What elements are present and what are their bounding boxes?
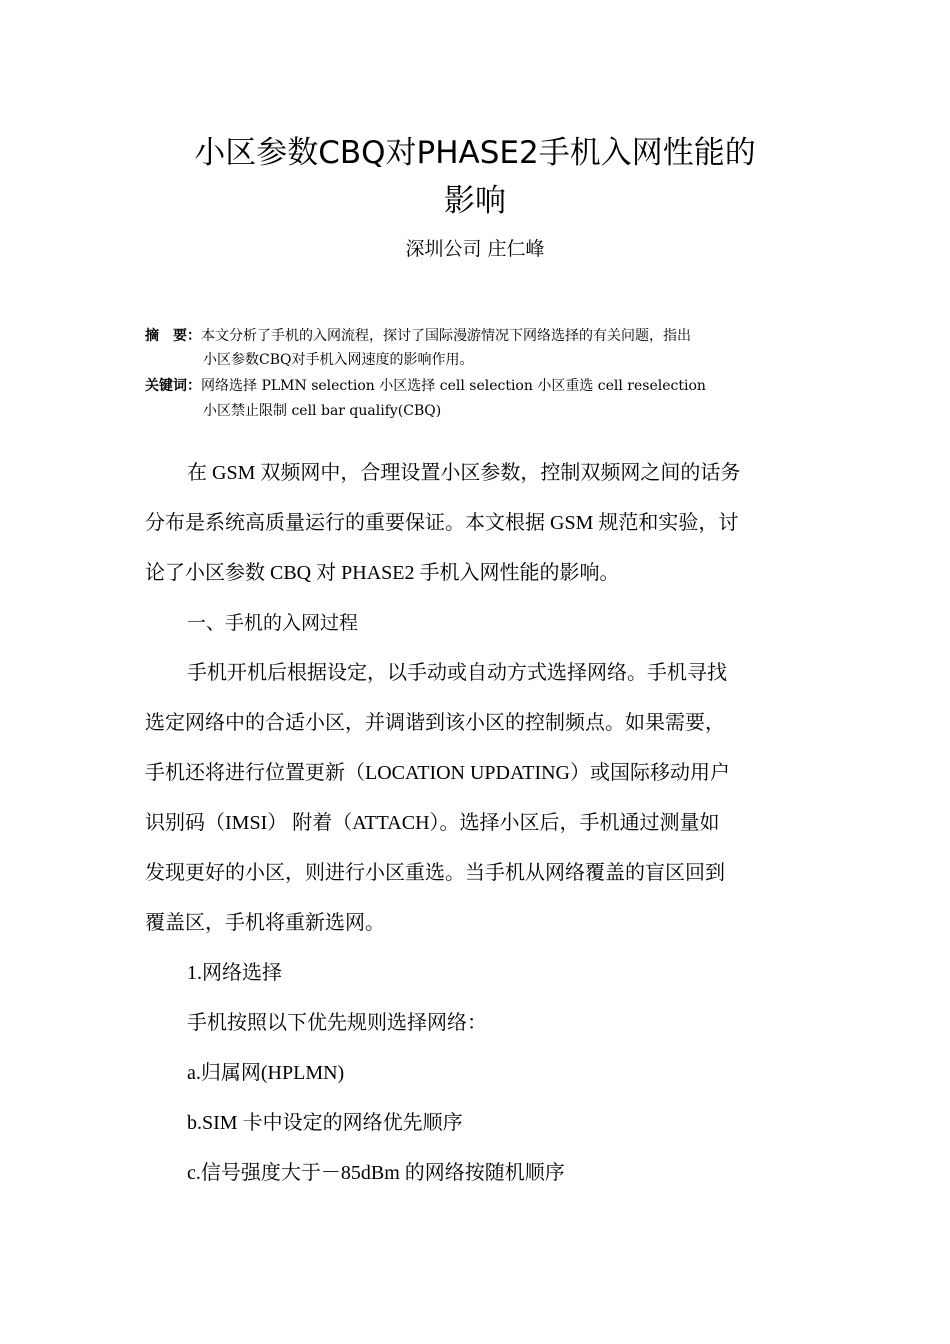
intro-line-1: 在 GSM 双频网中，合理设置小区参数，控制双频网之间的话务 xyxy=(187,462,741,484)
section1-line-3: 手机还将进行位置更新（LOCATION UPDATING）或国际移动用户 xyxy=(145,762,730,784)
keywords-text-line-2: 小区禁止限制 cell bar qualify(CBQ) xyxy=(203,403,442,419)
body-text xyxy=(145,448,807,1198)
rule-c: c.信号强度大于－85dBm 的网络按随机顺序 xyxy=(187,1162,565,1184)
section1-line-6: 覆盖区，手机将重新选网。 xyxy=(145,912,385,934)
rule-a: a.归属网(HPLMN) xyxy=(187,1062,345,1084)
keywords-text-line-1: 网络选择 PLMN selection 小区选择 cell selection 小区重选 cell reselection xyxy=(201,378,706,394)
keywords-row-1 xyxy=(145,374,706,398)
abstract-section xyxy=(145,324,810,424)
author-line: 深圳公司 庄仁峰 xyxy=(405,238,545,260)
section1-line-4: 识别码（IMSI） 附着（ATTACH）。选择小区后，手机通过测量如 xyxy=(145,812,720,834)
rule-b: b.SIM 卡中设定的网络优先顺序 xyxy=(187,1112,463,1134)
intro-line-3: 论了小区参数 CBQ 对 PHASE2 手机入网性能的影响。 xyxy=(145,562,620,584)
section-heading-1: 一、手机的入网过程 xyxy=(187,612,359,634)
section1-line-5: 发现更好的小区，则进行小区重选。当手机从网络覆盖的盲区回到 xyxy=(145,862,725,884)
intro-line-2: 分布是系统高质量运行的重要保证。本文根据 GSM 规范和实验，讨 xyxy=(145,512,739,534)
abstract-row-1 xyxy=(145,324,691,348)
keywords-label: 关键词： xyxy=(145,378,201,394)
rules-intro: 手机按照以下优先规则选择网络： xyxy=(187,1012,487,1034)
document-title-line-1: 小区参数CBQ对PHASE2手机入网性能的 xyxy=(194,135,756,171)
abstract-text-line-1: 本文分析了手机的入网流程，探讨了国际漫游情况下网络选择的有关问题，指出 xyxy=(201,328,691,344)
subheading-network-selection: 1.网络选择 xyxy=(187,962,282,984)
abstract-text-line-2: 小区参数CBQ对手机入网速度的影响作用。 xyxy=(203,352,474,368)
section1-line-2: 选定网络中的合适小区，并调谐到该小区的控制频点。如果需要， xyxy=(145,712,725,734)
abstract-label: 摘 要： xyxy=(145,328,201,344)
section1-line-1: 手机开机后根据设定，以手动或自动方式选择网络。手机寻找 xyxy=(187,662,727,684)
document-title-line-2: 影响 xyxy=(444,183,506,219)
